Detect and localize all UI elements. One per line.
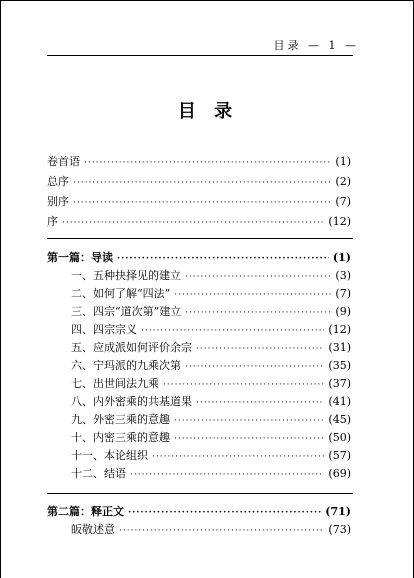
toc-entry-page: (73) xyxy=(328,523,351,536)
toc-entry-label: 别序 xyxy=(47,195,69,208)
toc-leader-dots xyxy=(196,396,324,410)
running-header: 目录 — 1 — xyxy=(273,39,359,52)
toc-entry-1-8[interactable] xyxy=(71,395,351,410)
toc-entry-label: 七、出世间法九乘 xyxy=(71,377,159,390)
toc-leader-dots xyxy=(84,156,331,170)
toc-entry-label: 序 xyxy=(47,215,58,228)
toc-entry-page: (3) xyxy=(335,269,351,282)
toc-entry-label: 总序 xyxy=(47,175,69,188)
header-rule xyxy=(47,55,353,56)
toc-leader-dots xyxy=(174,288,331,302)
toc-entry-page: (31) xyxy=(328,341,351,354)
toc-entry-label: 九、外密三乘的意趣 xyxy=(71,413,170,426)
toc-entry-page: (71) xyxy=(325,505,351,518)
toc-entry-page: (12) xyxy=(328,323,351,336)
toc-entry-front-4[interactable] xyxy=(47,215,351,230)
toc-entry-front-2[interactable] xyxy=(47,175,351,190)
toc-entry-page: (12) xyxy=(328,215,351,228)
toc-leader-dots xyxy=(128,506,321,520)
toc-entry-1-12[interactable] xyxy=(71,467,351,482)
toc-leader-dots xyxy=(141,324,324,338)
toc-entry-label: 六、宁玛派的九乘次第 xyxy=(71,359,181,372)
toc-entry-label: 第一篇：导读 xyxy=(47,251,113,264)
toc-entry-1-3[interactable] xyxy=(71,305,351,320)
toc-entry-page: (37) xyxy=(328,377,351,390)
toc-leader-dots xyxy=(185,306,331,320)
toc-leader-dots xyxy=(73,196,331,210)
toc-entry-front-1[interactable] xyxy=(47,155,351,170)
toc-entry-label: 一、五种抉择见的建立 xyxy=(71,269,181,282)
section-divider xyxy=(47,493,353,494)
toc-entry-1-11[interactable] xyxy=(71,449,351,464)
toc-leader-dots xyxy=(73,176,331,190)
toc-leader-dots xyxy=(117,252,329,266)
toc-entry-label: 皈敬述意 xyxy=(71,523,115,536)
toc-leader-dots xyxy=(196,342,324,356)
toc-entry-1-1[interactable] xyxy=(71,269,351,284)
toc-entry-page: (57) xyxy=(328,449,351,462)
toc-entry-label: 十一、本论组织 xyxy=(71,449,148,462)
toc-leader-dots xyxy=(119,524,324,538)
toc-entry-page: (7) xyxy=(335,287,351,300)
toc-entry-label: 十二、结语 xyxy=(71,467,126,480)
toc-entry-label: 二、如何了解“四法” xyxy=(71,287,171,300)
toc-entry-label: 第二篇：释正文 xyxy=(47,505,124,518)
section-divider xyxy=(47,238,353,239)
toc-entry-page: (45) xyxy=(328,413,351,426)
toc-entry-1-5[interactable] xyxy=(71,341,351,356)
toc-entry-label: 五、应成派如何评价余宗 xyxy=(71,341,192,354)
toc-entry-label: 三、四宗“道次第”建立 xyxy=(71,305,182,318)
toc-entry-label: 卷首语 xyxy=(47,155,80,168)
toc-entry-1-9[interactable] xyxy=(71,413,351,428)
toc-entry-page: (50) xyxy=(328,431,351,444)
toc-entry-1-10[interactable] xyxy=(71,431,351,446)
toc-leader-dots xyxy=(174,432,324,446)
toc-leader-dots xyxy=(130,468,324,482)
toc-entry-1-2[interactable] xyxy=(71,287,351,302)
toc-entry-page: (7) xyxy=(335,195,351,208)
toc-entry-1-6[interactable] xyxy=(71,359,351,374)
toc-entry-page: (35) xyxy=(328,359,351,372)
toc-entry-1-7[interactable] xyxy=(71,377,351,392)
toc-part-1[interactable] xyxy=(47,251,351,266)
toc-leader-dots xyxy=(152,450,324,464)
toc-part-2[interactable] xyxy=(47,505,351,520)
toc-entry-label: 八、内外密乘的共基道果 xyxy=(71,395,192,408)
toc-leader-dots xyxy=(62,216,324,230)
toc-leader-dots xyxy=(185,270,331,284)
toc-entry-label: 十、内密三乘的意趣 xyxy=(71,431,170,444)
toc-entry-page: (1) xyxy=(332,251,351,264)
toc-entry-page: (1) xyxy=(335,155,351,168)
toc-entry-page: (41) xyxy=(328,395,351,408)
toc-entry-2-1[interactable] xyxy=(71,523,351,538)
toc-entry-page: (69) xyxy=(328,467,351,480)
toc-leader-dots xyxy=(174,414,324,428)
toc-entry-1-4[interactable] xyxy=(71,323,351,338)
toc-leader-dots xyxy=(163,378,324,392)
toc-entry-front-3[interactable] xyxy=(47,195,351,210)
toc-entry-page: (9) xyxy=(335,305,351,318)
toc-entry-page: (2) xyxy=(335,175,351,188)
page-title: 目 录 xyxy=(177,101,239,122)
toc-leader-dots xyxy=(185,360,324,374)
toc-entry-label: 四、四宗宗义 xyxy=(71,323,137,336)
